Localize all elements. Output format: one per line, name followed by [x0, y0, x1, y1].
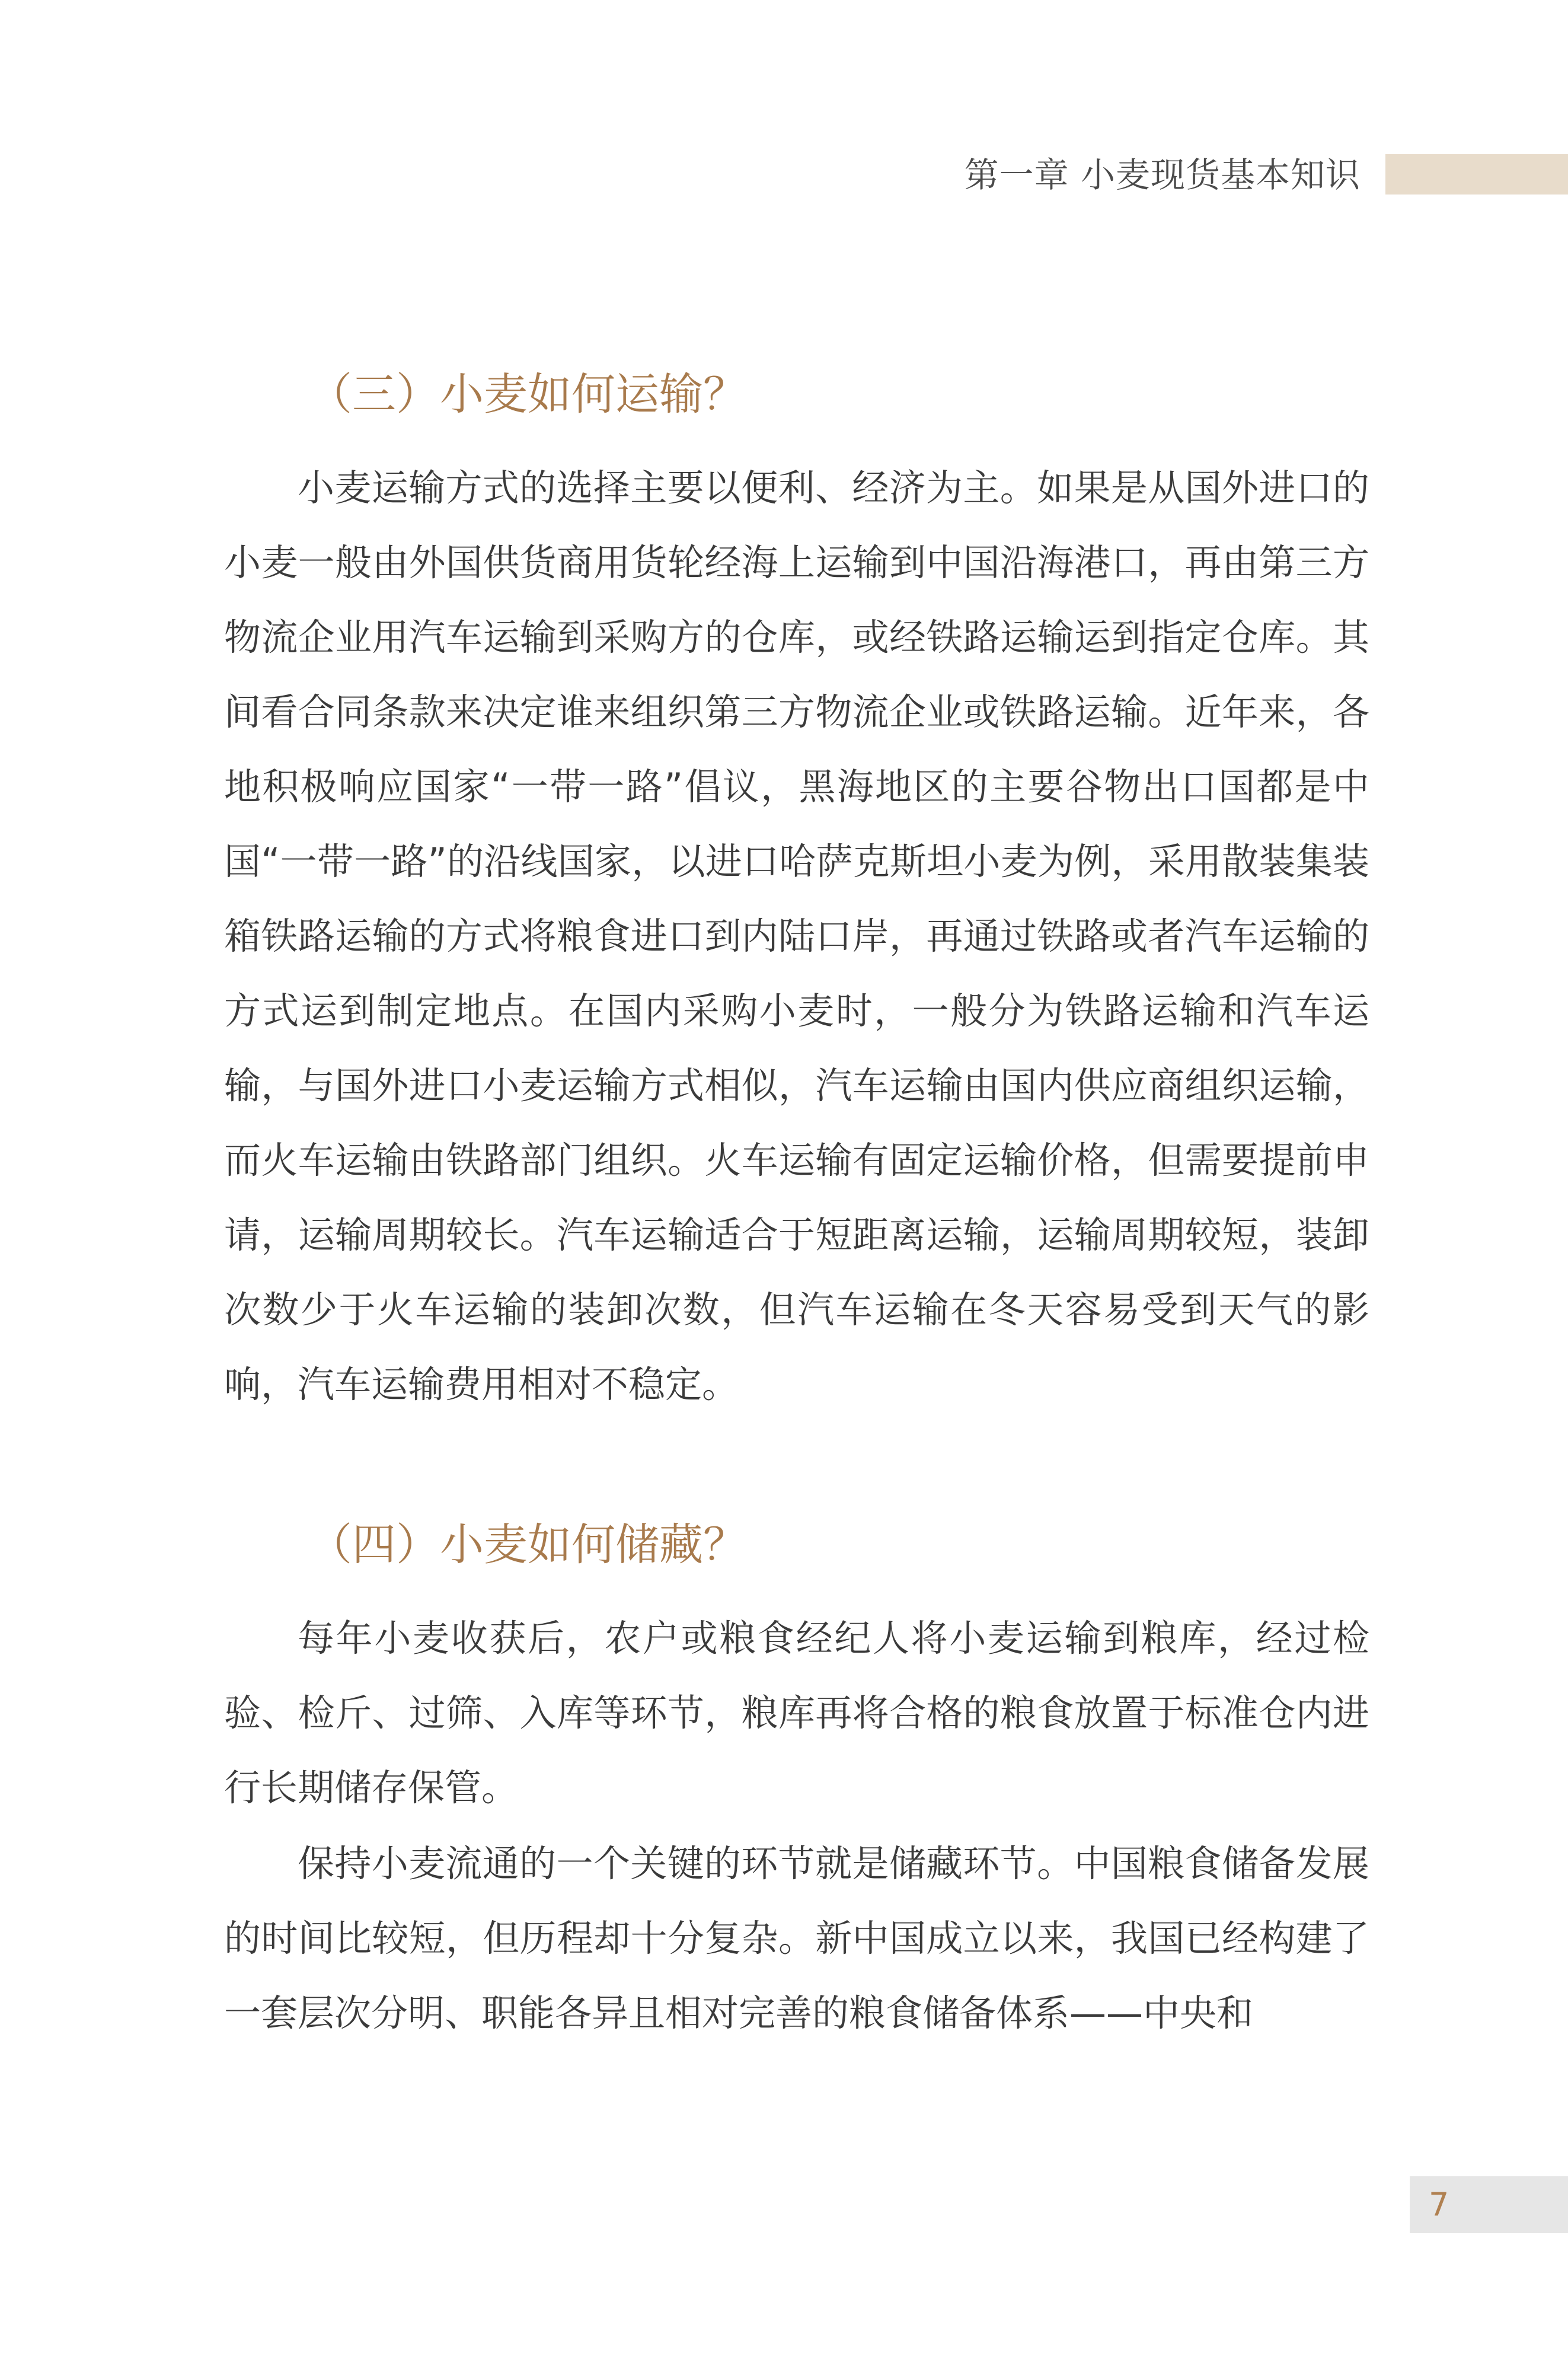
- chapter-title: 第一章 小麦现货基本知识: [964, 155, 1361, 195]
- paragraph-transport: 小麦运输方式的选择主要以便利、经济为主。如果是从国外进口的小麦一般由外国供货商用货轮经海上运输到中国沿海港口，再由第三方物流企业用汽车运输到采购方的仓库，或经铁路运输运到指定仓库。其间看合同条款来决定谁来组织第三方物流企业或铁路运输。近年来，各地积极响应国家“一带一路”倡议，黑海地区的主要谷物出口国都是中国“一带一路”的沿线国家，以进口哈萨克斯坦小麦为例，采用散装集装箱铁路运输的方式将粮食进口到内陆口岸，再通过铁路或者汽车运输的方式运到制定地点。在国内采购小麦时，一般分为铁路运输和汽车运输，与国外进口小麦运输方式相似，汽车运输由国内供应商组织运输，而火车运输由铁路部门组织。火车运输有固定运输价格，但需要提前申请，运输周期较长。汽车运输适合于短距离运输，运输周期较短，装卸次数少于火车运输的装卸次数，但汽车运输在冬天容易受到天气的影响，汽车运输费用相对不稳定。: [224, 466, 1369, 1406]
- paragraph-storage-2: 保持小麦流通的一个关键的环节就是储藏环节。中国粮食储备发展的时间比较短，但历程却十分复杂。新中国成立以来，我国已经构建了一套层次分明、职能各异且相对完善的粮食储备体系——中央和: [224, 1842, 1369, 2035]
- section-title-transport: （三）小麦如何运输？: [308, 369, 747, 420]
- section-title-storage: （四）小麦如何储藏？: [308, 1519, 747, 1570]
- paragraph-storage-1: 每年小麦收获后，农户或粮食经纪人将小麦运输到粮库，经过检验、检斤、过筛、入库等环节，粮库再将合格的粮食放置于标准仓内进行长期储存保管。: [224, 1617, 1369, 1809]
- page-number: 7: [1429, 2186, 1449, 2223]
- header-accent-bar: [1385, 154, 1568, 195]
